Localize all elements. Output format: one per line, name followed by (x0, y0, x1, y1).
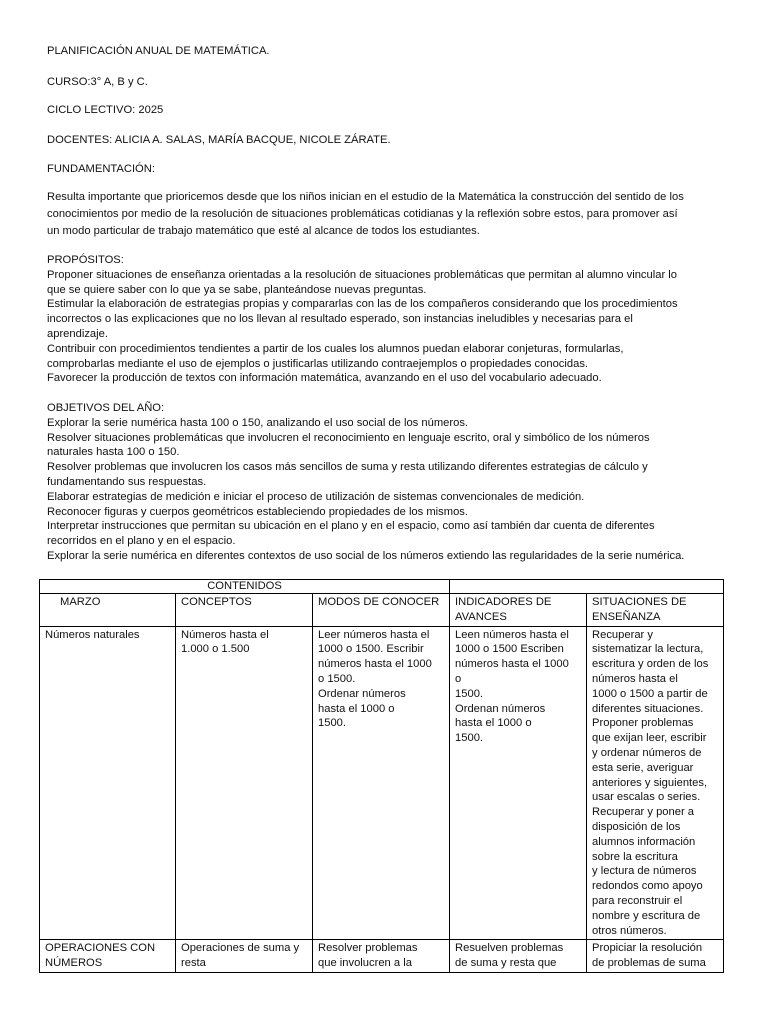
situaciones-cell: Propiciar la resolución de problemas de suma (587, 940, 724, 973)
objetivos-section (47, 401, 727, 564)
contenidos-header: CONTENIDOS (40, 580, 450, 594)
contents-table (39, 579, 724, 973)
objetivos-heading: OBJETIVOS DEL AÑO: (47, 402, 165, 414)
objetivo-line: naturales hasta 100 o 150. (47, 446, 180, 459)
fundamentacion-heading: FUNDAMENTACIÓN: (47, 163, 155, 175)
proposito-line: Proponer situaciones de enseñanza orientadas a la resolución de situaciones problemáticas que permitan al alumno vincular lo (47, 268, 677, 281)
modos-cell: Leer números hasta el 1000 o 1500. Escribir números hasta el 1000 o 1500. Ordenar números hasta el 1000 o 1500. (313, 626, 450, 940)
proposito-line: Contribuir con procedimientos tendientes a partir de los cuales los alumnos puedan elaborar conjeturas, formularlas, (47, 342, 624, 355)
document-title: PLANIFICACIÓN ANUAL DE MATEMÁTICA. (47, 45, 270, 57)
objetivo-line: fundamentando sus respuestas. (47, 475, 207, 488)
proposito-line: aprendizaje. (47, 327, 108, 340)
propositos-section (47, 253, 727, 386)
proposito-line: comprobarlas mediante el uso de ejemplos o justificarlas utilizando contraejemplos o propiedades conocidas. (47, 357, 589, 370)
proposito-line: que se quiere saber con lo que ya se sabe, planteándose nuevas preguntas. (47, 283, 427, 296)
eje-cell: OPERACIONES CON NÚMEROS (40, 940, 176, 973)
teachers-line: DOCENTES: ALICIA A. SALAS, MARÍA BACQUE, NICOLE ZÁRATE. (47, 134, 391, 146)
objetivo-line: Interpretar instrucciones que permitan su ubicación en el plano y en el espacio, como así también dar cuenta de diferentes (47, 520, 655, 533)
conceptos-header: CONCEPTOS (176, 594, 313, 627)
objetivo-line: Explorar la serie numérica hasta 100 o 150, analizando el uso social de los números. (47, 416, 469, 429)
eje-cell: Números naturales (40, 626, 176, 940)
proposito-line: incorrectos o las explicaciones que no los llevan al resultado esperado, son instancias ineludibles y necesarias para el (47, 313, 633, 326)
paragraph-line: conocimientos por medio de la resolución de situaciones problemáticas cotidianas y la reflexión sobre estos, para promover así (47, 208, 678, 220)
objetivo-line: Resolver problemas que involucren los casos más sencillos de suma y resta utilizando diferentes estrategias de cálculo y (47, 461, 648, 474)
modos-header: MODOS DE CONOCER (313, 594, 450, 627)
fundamentacion-paragraph (47, 189, 727, 240)
table-header-row (40, 594, 724, 627)
table-row (40, 940, 724, 973)
conceptos-cell: Operaciones de suma y resta (176, 940, 313, 973)
proposito-line: Estimular la elaboración de estrategias propias y compararlas con las de los compañeros considerando que los procedimientos (47, 298, 678, 311)
indicadores-cell: Leen números hasta el 1000 o 1500 Escriben números hasta el 1000 o 1500. Ordenan números hasta el 1000 o 1500. (450, 626, 587, 940)
objetivo-line: recorridos en el plano y en el espacio. (47, 535, 236, 548)
school-year-line: CICLO LECTIVO: 2025 (47, 104, 164, 116)
table-row (40, 626, 724, 940)
objetivo-line: Resolver situaciones problemáticas que involucren el reconocimiento en lenguaje escrito, oral y simbólico de los números (47, 431, 650, 444)
course-line: CURSO:3° A, B y C. (47, 76, 148, 88)
marzo-header: MARZO (40, 594, 176, 627)
proposito-line: Favorecer la producción de textos con información matemática, avanzando en el uso del vocabulario adecuado. (47, 372, 602, 385)
table-title-row (40, 580, 724, 594)
situaciones-header: SITUACIONES DE ENSEÑANZA (587, 594, 724, 627)
modos-cell: Resolver problemas que involucren a la (313, 940, 450, 973)
conceptos-cell: Números hasta el 1.000 o 1.500 (176, 626, 313, 940)
situaciones-cell: Recuperar y sistematizar la lectura, escritura y orden de los números hasta el 1000 o 1500 a partir de diferentes situaciones. Proponer problemas que exijan leer, escribir y ordenar números de esta serie, averiguar anteriores y siguientes, usar escalas o series. Recuperar y poner a disposición de los alumnos información sobre la escritura y lectura de números redondos como apoyo para reconstruir el nombre y escritura de otros números. (587, 626, 724, 940)
propositos-heading: PROPÓSITOS: (47, 254, 124, 266)
paragraph-line: un modo particular de trabajo matemático que esté al alcance de todos los estudiantes. (47, 225, 480, 237)
objetivo-line: Reconocer figuras y cuerpos geométricos estableciendo propiedades de los mismos. (47, 505, 468, 518)
paragraph-line: Resulta importante que prioricemos desde que los niños inician en el estudio de la Matemática la construcción del sentido de los (47, 191, 684, 203)
objetivo-line: Elaborar estrategias de medición e iniciar el proceso de utilización de sistemas convencionales de medición. (47, 490, 585, 503)
indicadores-header: INDICADORES DE AVANCES (450, 594, 587, 627)
objetivo-line: Explorar la serie numérica en diferentes contextos de uso social de los números extiendo las regularidades de la serie numérica. (47, 549, 685, 562)
indicadores-cell: Resuelven problemas de suma y resta que (450, 940, 587, 973)
